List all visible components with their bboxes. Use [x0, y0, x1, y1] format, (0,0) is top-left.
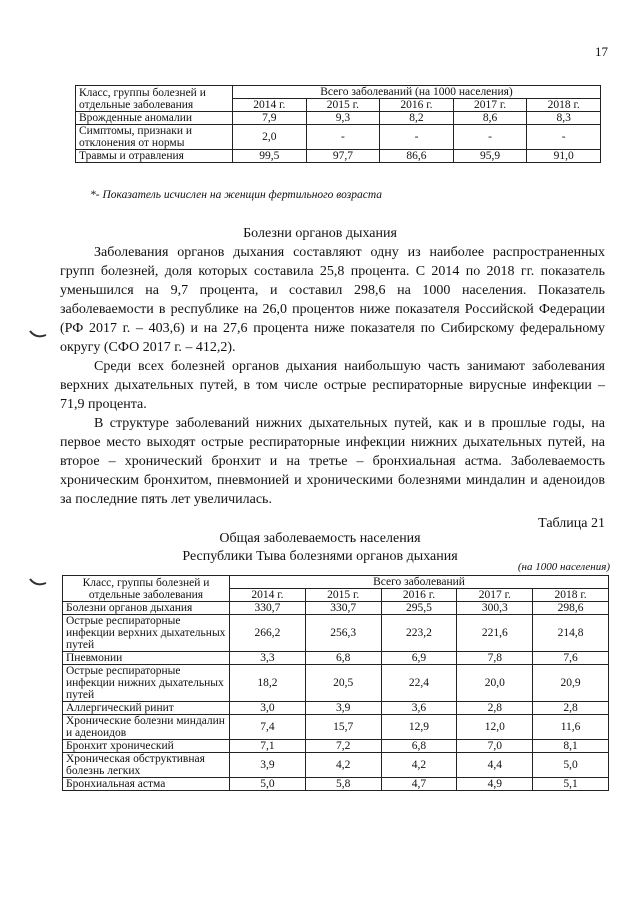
- table-row: [76, 150, 601, 163]
- row-label: Острые респираторные инфекции верхних дыхательных путей: [63, 615, 230, 652]
- table-cell: 95,9: [453, 150, 527, 163]
- year-header: 2015 г.: [306, 99, 380, 112]
- table-row: [63, 753, 609, 778]
- table-cell: 9,3: [306, 112, 380, 125]
- table-cell: 7,6: [533, 652, 609, 665]
- table-row: [63, 652, 609, 665]
- row-label: Хронические болезни миндалин и аденоидов: [63, 715, 230, 740]
- table-cell: 3,0: [230, 702, 306, 715]
- table-cell: 20,5: [305, 665, 381, 702]
- table-cell: -: [527, 125, 601, 150]
- year-header: 2016 г.: [381, 589, 457, 602]
- table-row: [63, 615, 609, 652]
- table-cell: 2,8: [533, 702, 609, 715]
- table-number: Таблица 21: [538, 516, 605, 531]
- page-number: 17: [595, 44, 608, 59]
- year-header: 2018 г.: [533, 589, 609, 602]
- paragraph: В структуре заболеваний нижних дыхательных путей, как и в прошлые годы, на первое место выходят острые респираторные инфекции нижних дыхательных путей, на второе – хронический бронхит и на третье – бронхиальная астма. Заболеваемость хроническим бронхитом, пневмонией и хроническими болезнями миндалин и аденоидов за последние пять лет увеличилась.: [60, 416, 605, 507]
- row-label: Бронхиальная астма: [63, 778, 230, 791]
- table-cell: 8,6: [453, 112, 527, 125]
- table-cell: 256,3: [305, 615, 381, 652]
- year-header: 2015 г.: [305, 589, 381, 602]
- table-cell: 5,0: [230, 778, 306, 791]
- table-cell: 4,9: [457, 778, 533, 791]
- table-cell: 3,9: [305, 702, 381, 715]
- table-cell: 91,0: [527, 150, 601, 163]
- table-cell: 266,2: [230, 615, 306, 652]
- table-cell: 214,8: [533, 615, 609, 652]
- table-row: [76, 112, 601, 125]
- table-cell: 3,3: [230, 652, 306, 665]
- table-cell: 5,8: [305, 778, 381, 791]
- table-cell: 223,2: [381, 615, 457, 652]
- paragraph: Среди всех болезней органов дыхания наибольшую часть занимают заболевания верхних дыхательных путей, в том числе острые респираторные вирусные инфекции – 71,9 процента.: [60, 359, 605, 412]
- table-row: [63, 702, 609, 715]
- table-cell: 8,3: [527, 112, 601, 125]
- row-label: Пневмонии: [63, 652, 230, 665]
- table-header-row: [76, 86, 601, 99]
- column-header-group: Всего заболеваний: [230, 576, 609, 589]
- year-header: 2017 г.: [457, 589, 533, 602]
- table-cell: 330,7: [305, 602, 381, 615]
- table-cell: 7,0: [457, 740, 533, 753]
- table-cell: 3,9: [230, 753, 306, 778]
- continuation-table: [75, 85, 601, 163]
- table-title: Общая заболеваемость населения: [219, 531, 421, 546]
- table-row: [63, 715, 609, 740]
- table-cell: 2,0: [233, 125, 307, 150]
- table-cell: 5,0: [533, 753, 609, 778]
- paragraph: Заболевания органов дыхания составляют одну из наиболее распространенных групп болезней, доля которых составила 25,8 процента. С 2014 по 2018 гг. показатель уменьшился на 9,7 процента, и составил 298,6 на 1000 населения. Показатель заболеваемости в республике на 26,0 процентов ниже показателя Российской Федерации (РФ 2017 г. – 403,6) и на 27,6 процента ниже показателя по Сибирскому федеральному округу (СФО 2017 г. – 412,2).: [60, 245, 605, 355]
- row-label: Симптомы, признаки и отклонения от нормы: [76, 125, 233, 150]
- table-cell: 6,9: [381, 652, 457, 665]
- table-cell: 4,2: [381, 753, 457, 778]
- table-cell: -: [380, 125, 454, 150]
- table-cell: 12,0: [457, 715, 533, 740]
- table-row: [76, 125, 601, 150]
- table-cell: 22,4: [381, 665, 457, 702]
- row-label: Бронхит хронический: [63, 740, 230, 753]
- table-cell: 7,1: [230, 740, 306, 753]
- row-label: Хроническая обструктивная болезнь легких: [63, 753, 230, 778]
- year-header: 2016 г.: [380, 99, 454, 112]
- table-cell: 330,7: [230, 602, 306, 615]
- section-title: Болезни органов дыхания: [243, 226, 397, 241]
- table-cell: 6,8: [381, 740, 457, 753]
- table-cell: 7,4: [230, 715, 306, 740]
- table-cell: 15,7: [305, 715, 381, 740]
- table-cell: 4,2: [305, 753, 381, 778]
- table-cell: 300,3: [457, 602, 533, 615]
- table-cell: 12,9: [381, 715, 457, 740]
- scan-mark-icon: [28, 328, 48, 340]
- table-subtitle: Республики Тыва болезнями органов дыхания: [182, 549, 458, 564]
- column-header-group: Всего заболеваний (на 1000 населения): [233, 86, 601, 99]
- table-cell: 86,6: [380, 150, 454, 163]
- table-cell: 20,0: [457, 665, 533, 702]
- table-cell: 18,2: [230, 665, 306, 702]
- table-row: [63, 665, 609, 702]
- table-cell: 298,6: [533, 602, 609, 615]
- units-note: (на 1000 населения): [517, 561, 610, 573]
- table-cell: -: [306, 125, 380, 150]
- table-cell: 4,4: [457, 753, 533, 778]
- table-row: [63, 740, 609, 753]
- table-cell: 5,1: [533, 778, 609, 791]
- respiratory-diseases-table: [62, 575, 609, 791]
- table-cell: 6,8: [305, 652, 381, 665]
- table-cell: 7,2: [305, 740, 381, 753]
- table-row: [63, 602, 609, 615]
- row-label: Травмы и отравления: [76, 150, 233, 163]
- table-cell: 8,2: [380, 112, 454, 125]
- table-cell: 20,9: [533, 665, 609, 702]
- table-header-row: [63, 576, 609, 589]
- column-header-label: Класс, группы болезней и отдельные заболевания: [76, 86, 233, 112]
- body-text: [60, 243, 605, 509]
- table-cell: -: [453, 125, 527, 150]
- table-cell: 99,5: [233, 150, 307, 163]
- table-cell: 3,6: [381, 702, 457, 715]
- row-label: Острые респираторные инфекции нижних дыхательных путей: [63, 665, 230, 702]
- footnote: *- Показатель исчислен на женщин фертильного возраста: [90, 189, 383, 201]
- row-label: Аллергический ринит: [63, 702, 230, 715]
- table-cell: 4,7: [381, 778, 457, 791]
- year-header: 2017 г.: [453, 99, 527, 112]
- row-label: Болезни органов дыхания: [63, 602, 230, 615]
- table-cell: 7,9: [233, 112, 307, 125]
- table-cell: 2,8: [457, 702, 533, 715]
- row-label: Врожденные аномалии: [76, 112, 233, 125]
- year-header: 2014 г.: [233, 99, 307, 112]
- table-cell: 8,1: [533, 740, 609, 753]
- table-cell: 11,6: [533, 715, 609, 740]
- table-cell: 295,5: [381, 602, 457, 615]
- table-row: [63, 778, 609, 791]
- table-cell: 97,7: [306, 150, 380, 163]
- column-header-label: Класс, группы болезней и отдельные заболевания: [63, 576, 230, 602]
- table-cell: 221,6: [457, 615, 533, 652]
- table-cell: 7,8: [457, 652, 533, 665]
- year-header: 2018 г.: [527, 99, 601, 112]
- year-header: 2014 г.: [230, 589, 306, 602]
- scan-mark-icon: [28, 576, 48, 588]
